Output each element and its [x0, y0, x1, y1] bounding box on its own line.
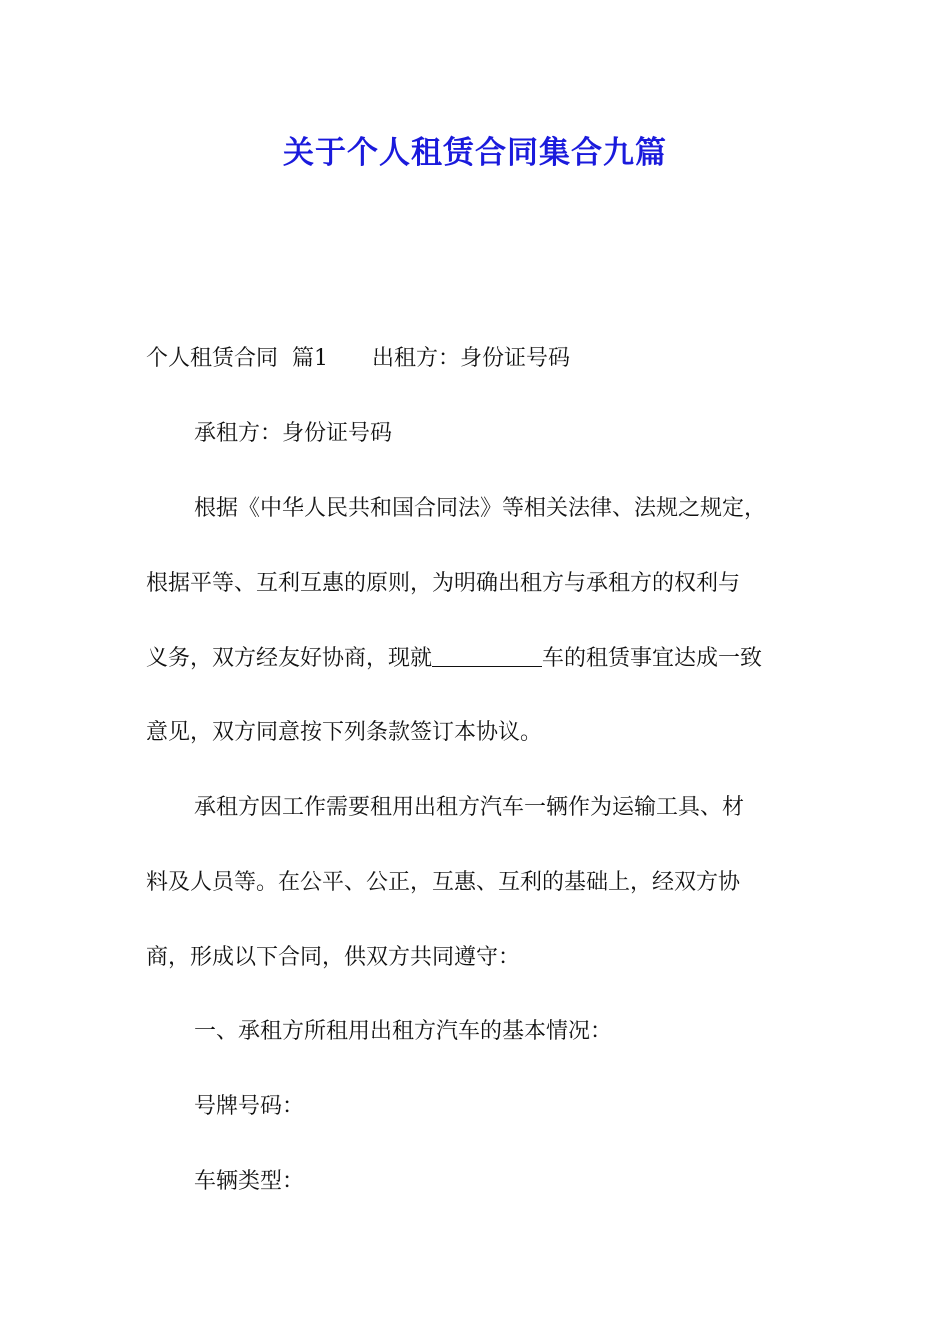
section-label: 个人租赁合同 篇1: [146, 346, 328, 371]
vehicle-type-label: 车辆类型：: [194, 1169, 305, 1194]
para1-line3: [146, 641, 762, 677]
para1-line4: 意见，双方同意按下列条款签订本协议。: [146, 720, 543, 745]
para2-line3: 商，形成以下合同，供双方共同遵守：: [146, 945, 521, 970]
vehicle-blank-field: [432, 642, 542, 667]
clause-1: 一、承租方所租用出租方汽车的基本情况：: [194, 1019, 613, 1044]
contract-heading-line: [146, 341, 570, 377]
para2-line2: 料及人员等。在公平、公正，互惠、互利的基础上，经双方协: [146, 870, 741, 895]
para1-line2: 根据平等、互利互惠的原则，为明确出租方与承租方的权利与: [146, 571, 741, 596]
para2-line1: 承租方因工作需要租用出租方汽车一辆作为运输工具、材: [194, 795, 745, 820]
lessee-line: 承租方：身份证号码: [194, 421, 393, 446]
lessor-line: 出租方：身份证号码: [371, 346, 570, 371]
para1-line3-after: 车的租赁事宜达成一致: [542, 646, 763, 671]
document-title: 关于个人租赁合同集合九篇: [283, 135, 667, 171]
plate-number-label: 号牌号码：: [194, 1094, 305, 1119]
para1-line1: 根据《中华人民共和国合同法》等相关法律、法规之规定，: [194, 496, 767, 521]
para1-line3-before: 义务，双方经友好协商，现就: [146, 646, 433, 671]
